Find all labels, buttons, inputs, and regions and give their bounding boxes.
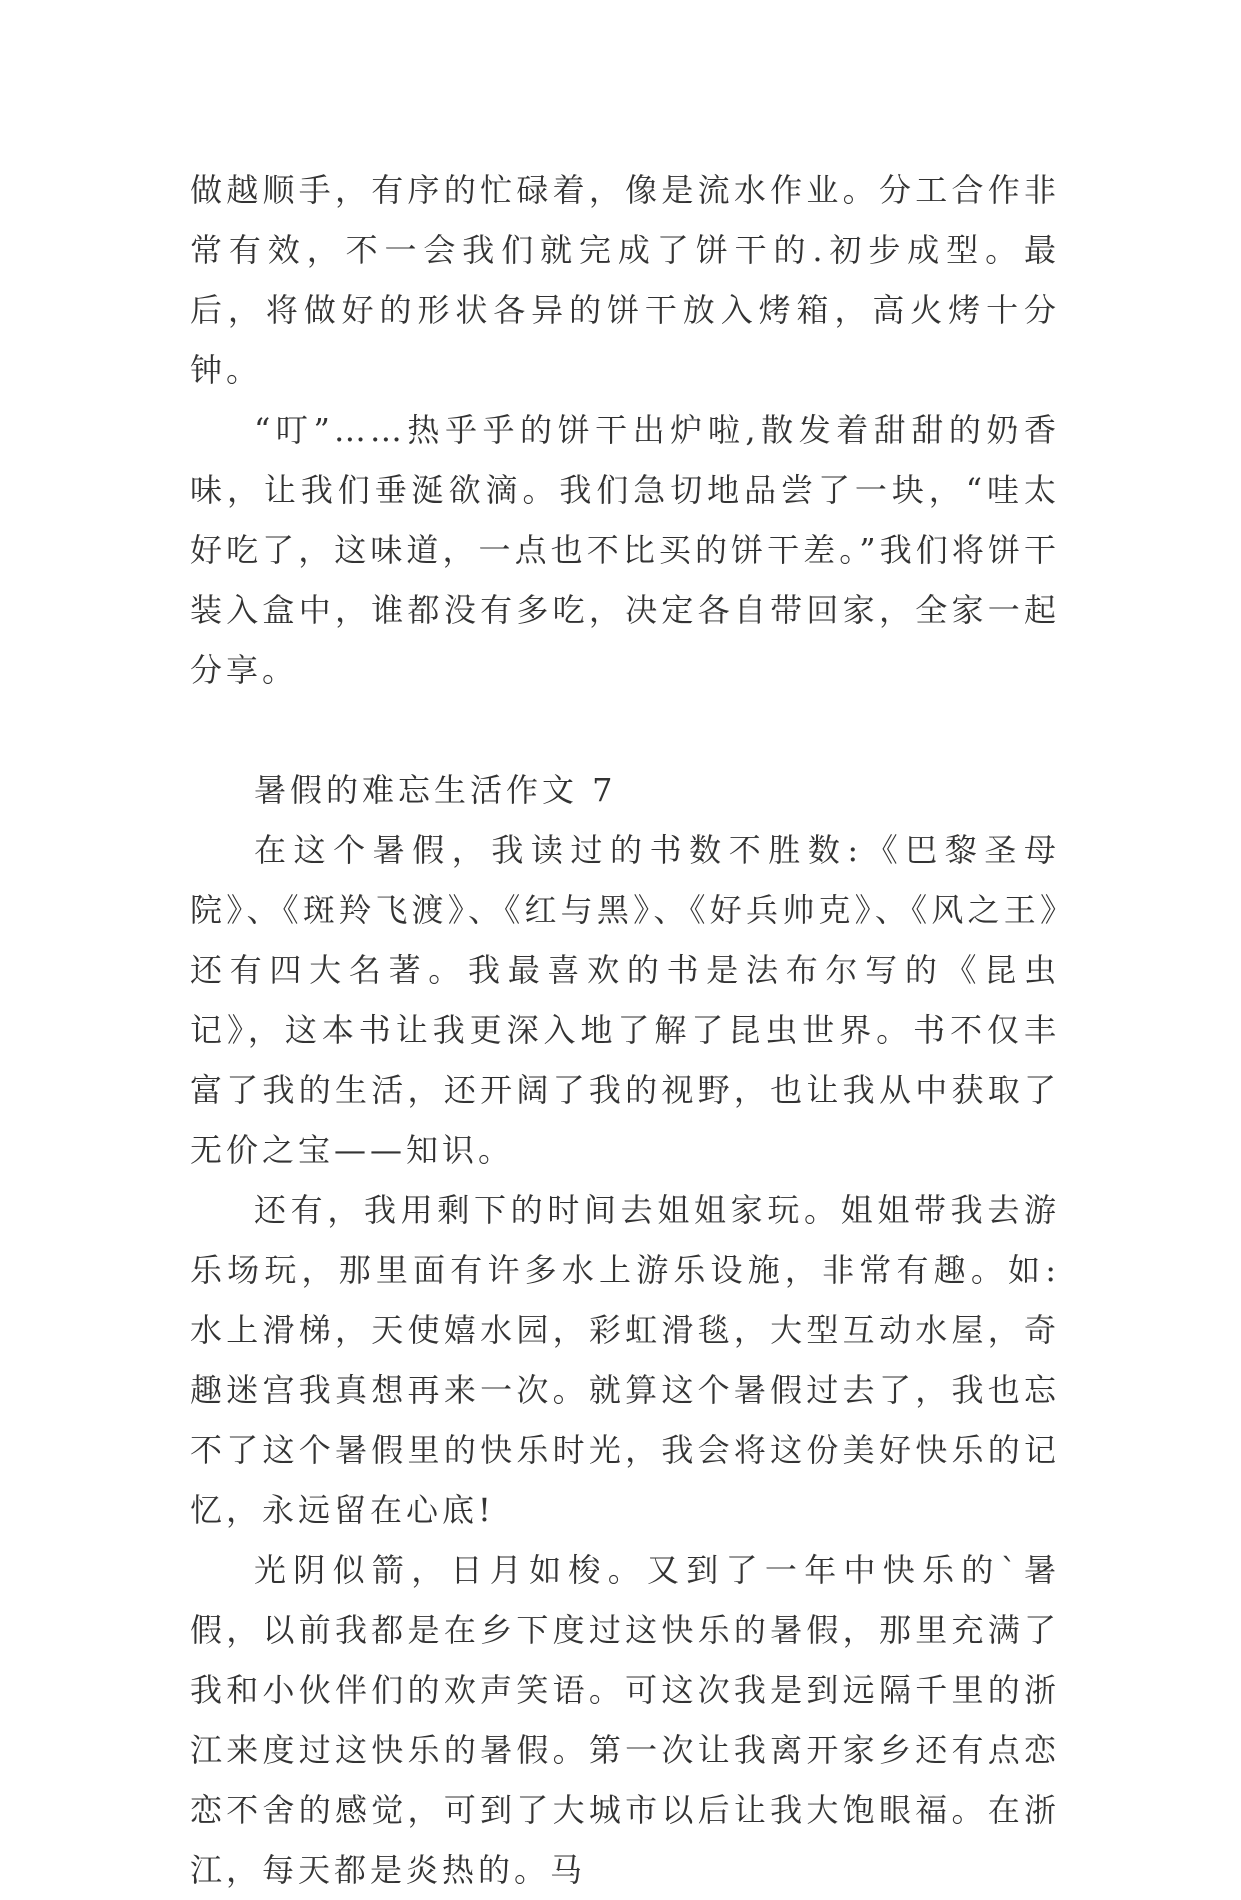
paragraph-cookie-making: 做越顺手，有序的忙碌着，像是流水作业。分工合作非常有效，不一会我们就完成了饼干的.初步成型。最后，将做好的形状各异的饼干放入烤箱，高火烤十分钟。	[190, 171, 1060, 389]
essay-heading: 暑假的难忘生活作文 7	[254, 771, 617, 809]
paragraph-cookie-baked: “叮”……热乎乎的饼干出炉啦,散发着甜甜的奶香味，让我们垂涎欲滴。我们急切地品尝了一块，“哇太好吃了，这味道，一点也不比买的饼干差。”我们将饼干装入盒中，谁都没有多吃，决定各自带回家，全家一起分享。	[190, 411, 1060, 689]
section-gap	[190, 700, 1060, 760]
paragraph-reading: 在这个暑假，我读过的书数不胜数:《巴黎圣母院》、《斑羚飞渡》、《红与黑》、《好兵帅克》、《风之王》还有四大名著。我最喜欢的书是法布尔写的《昆虫记》，这本书让我更深入地了解了昆虫世界。书不仅丰富了我的生活，还开阔了我的视野，也让我从中获取了无价之宝——知识。	[190, 831, 1060, 1169]
paragraph-water-park: 还有，我用剩下的时间去姐姐家玩。姐姐带我去游乐场玩，那里面有许多水上游乐设施，非常有趣。如: 水上滑梯，天使嬉水园，彩虹滑毯，大型互动水屋，奇趣迷宫我真想再来一次。就算这个暑假过去了，我也忘不了这个暑假里的快乐时光，我会将这份美好快乐的记忆，永远留在心底!	[190, 1191, 1060, 1529]
paragraph-zhejiang: 光阴似箭，日月如梭。又到了一年中快乐的`暑假，以前我都是在乡下度过这快乐的暑假，那里充满了我和小伙伴们的欢声笑语。可这次我是到远隔千里的浙江来度过这快乐的暑假。第一次让我离开家乡还有点恋恋不舍的感觉，可到了大城市以后让我大饱眼福。在浙江，每天都是炎热的。马	[190, 1551, 1060, 1889]
document-body	[190, 160, 1060, 1900]
